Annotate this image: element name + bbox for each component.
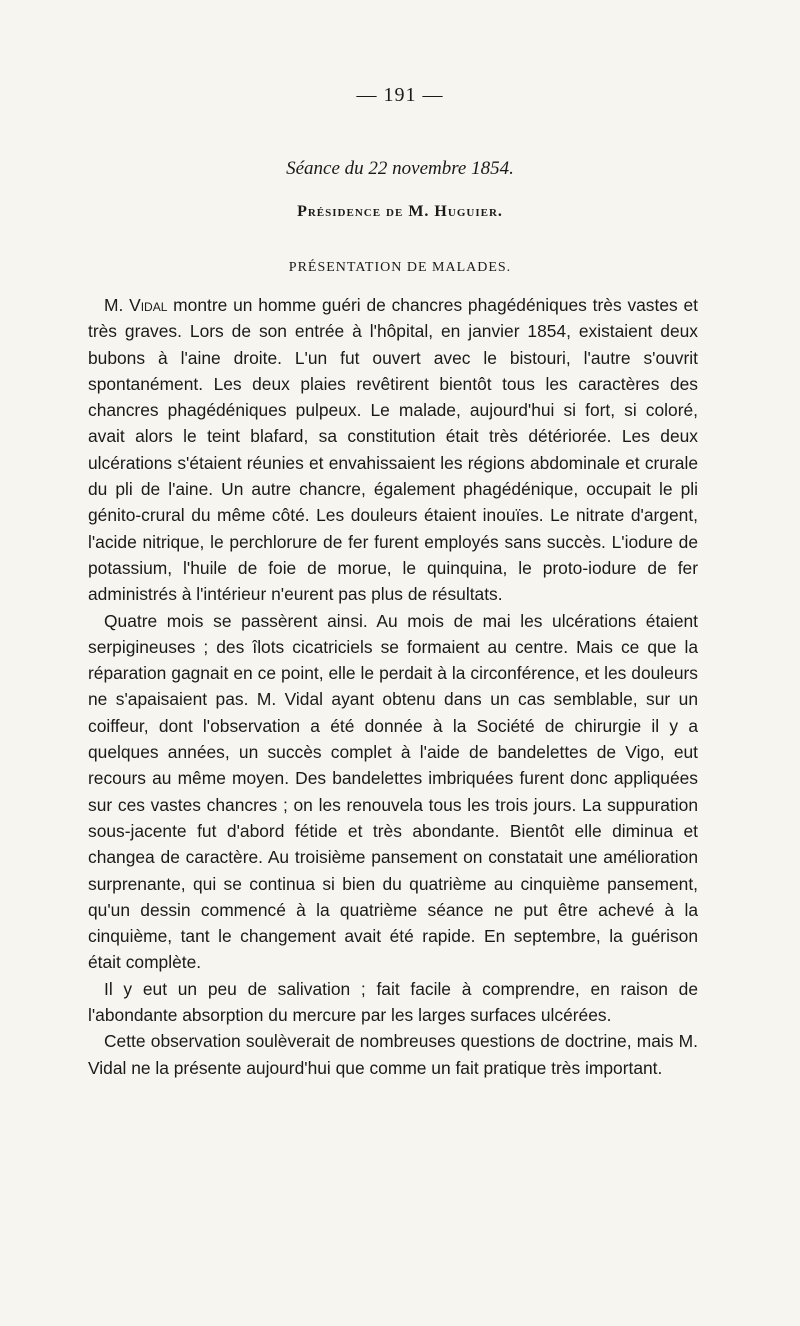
paragraph-text: montre un homme guéri de chancres phagédéniques très vastes et très graves. Lors de son entrée à l'hôpital, en janvier 1854, existaient deux bubons à l'aine droite. L'un fut ouvert avec le bistouri, l'autre s'ouvrit spontanément. Les deux plaies revêtirent bientôt tous les caractères des chancres phagédéniques pulpeux. Le malade, aujourd'hui si fort, si coloré, avait alors le teint blafard, sa constitution était très détériorée. Les deux ulcérations s'étaient réunies et envahissaient les régions abdominale et crurale du pli de l'aine. Un autre chancre, également phagédénique, occupait le pli génito-crural du même côté. Les douleurs étaient inouïes. Le nitrate d'argent, l'acide nitrique, le perchlorure de fer furent employés sans succès. L'iodure de potassium, l'huile de foie de morue, le quinquina, le proto-iodure de fer administrés à l'intérieur n'eurent pas plus de résultats. xyxy=(88,295,698,605)
paragraph xyxy=(88,976,698,1029)
paragraph xyxy=(88,1028,698,1081)
paragraph xyxy=(88,608,698,976)
paragraph xyxy=(88,292,698,608)
paragraph-text: Quatre mois se passèrent ainsi. Au mois de mai les ulcérations étaient serpigineuses ; des îlots cicatriciels se formaient au centre. Mais ce que la réparation gagnait en ce point, elle le perdait à la circonférence, et les douleurs ne s'apaisaient pas. M. Vidal ayant obtenu dans un cas semblable, sur un coiffeur, dont l'observation a été donnée à la Société de chirurgie il y a quelques années, un succès complet à l'aide de bandelettes de Vigo, eut recours au même moyen. Des bandelettes imbriquées furent donc appliquées sur ces vastes chancres ; on les renouvela tous les trois jours. La suppuration sous-jacente fut d'abord fétide et très abondante. Bientôt elle diminua et changea de caractère. Au troisième pansement on constatait une amélioration surprenante, qui se continua si bien du quatrième au cinquième pansement, qu'un dessin commencé à la quatrième séance ne put être achevé à la cinquième, tant le changement avait été rapide. En septembre, la guérison était complète. xyxy=(88,610,698,973)
section-heading: PRÉSENTATION DE MALADES. xyxy=(288,260,512,275)
presidency-line: Présidence de M. Huguier. xyxy=(297,203,503,220)
speaker-name: M. Vidal xyxy=(104,295,168,315)
page-number: — 191 — xyxy=(356,84,444,106)
session-title: Séance du 22 novembre 1854. xyxy=(286,158,514,179)
paragraph-text: Il y eut un peu de salivation ; fait facile à comprendre, en raison de l'abondante absorption du mercure par les larges surfaces ulcérées. xyxy=(88,978,698,1026)
paragraph-text: Cette observation soulèverait de nombreuses questions de doctrine, mais M. Vidal ne la présente aujourd'hui que comme un fait pratique très important. xyxy=(88,1031,698,1078)
body-text xyxy=(88,292,698,1081)
